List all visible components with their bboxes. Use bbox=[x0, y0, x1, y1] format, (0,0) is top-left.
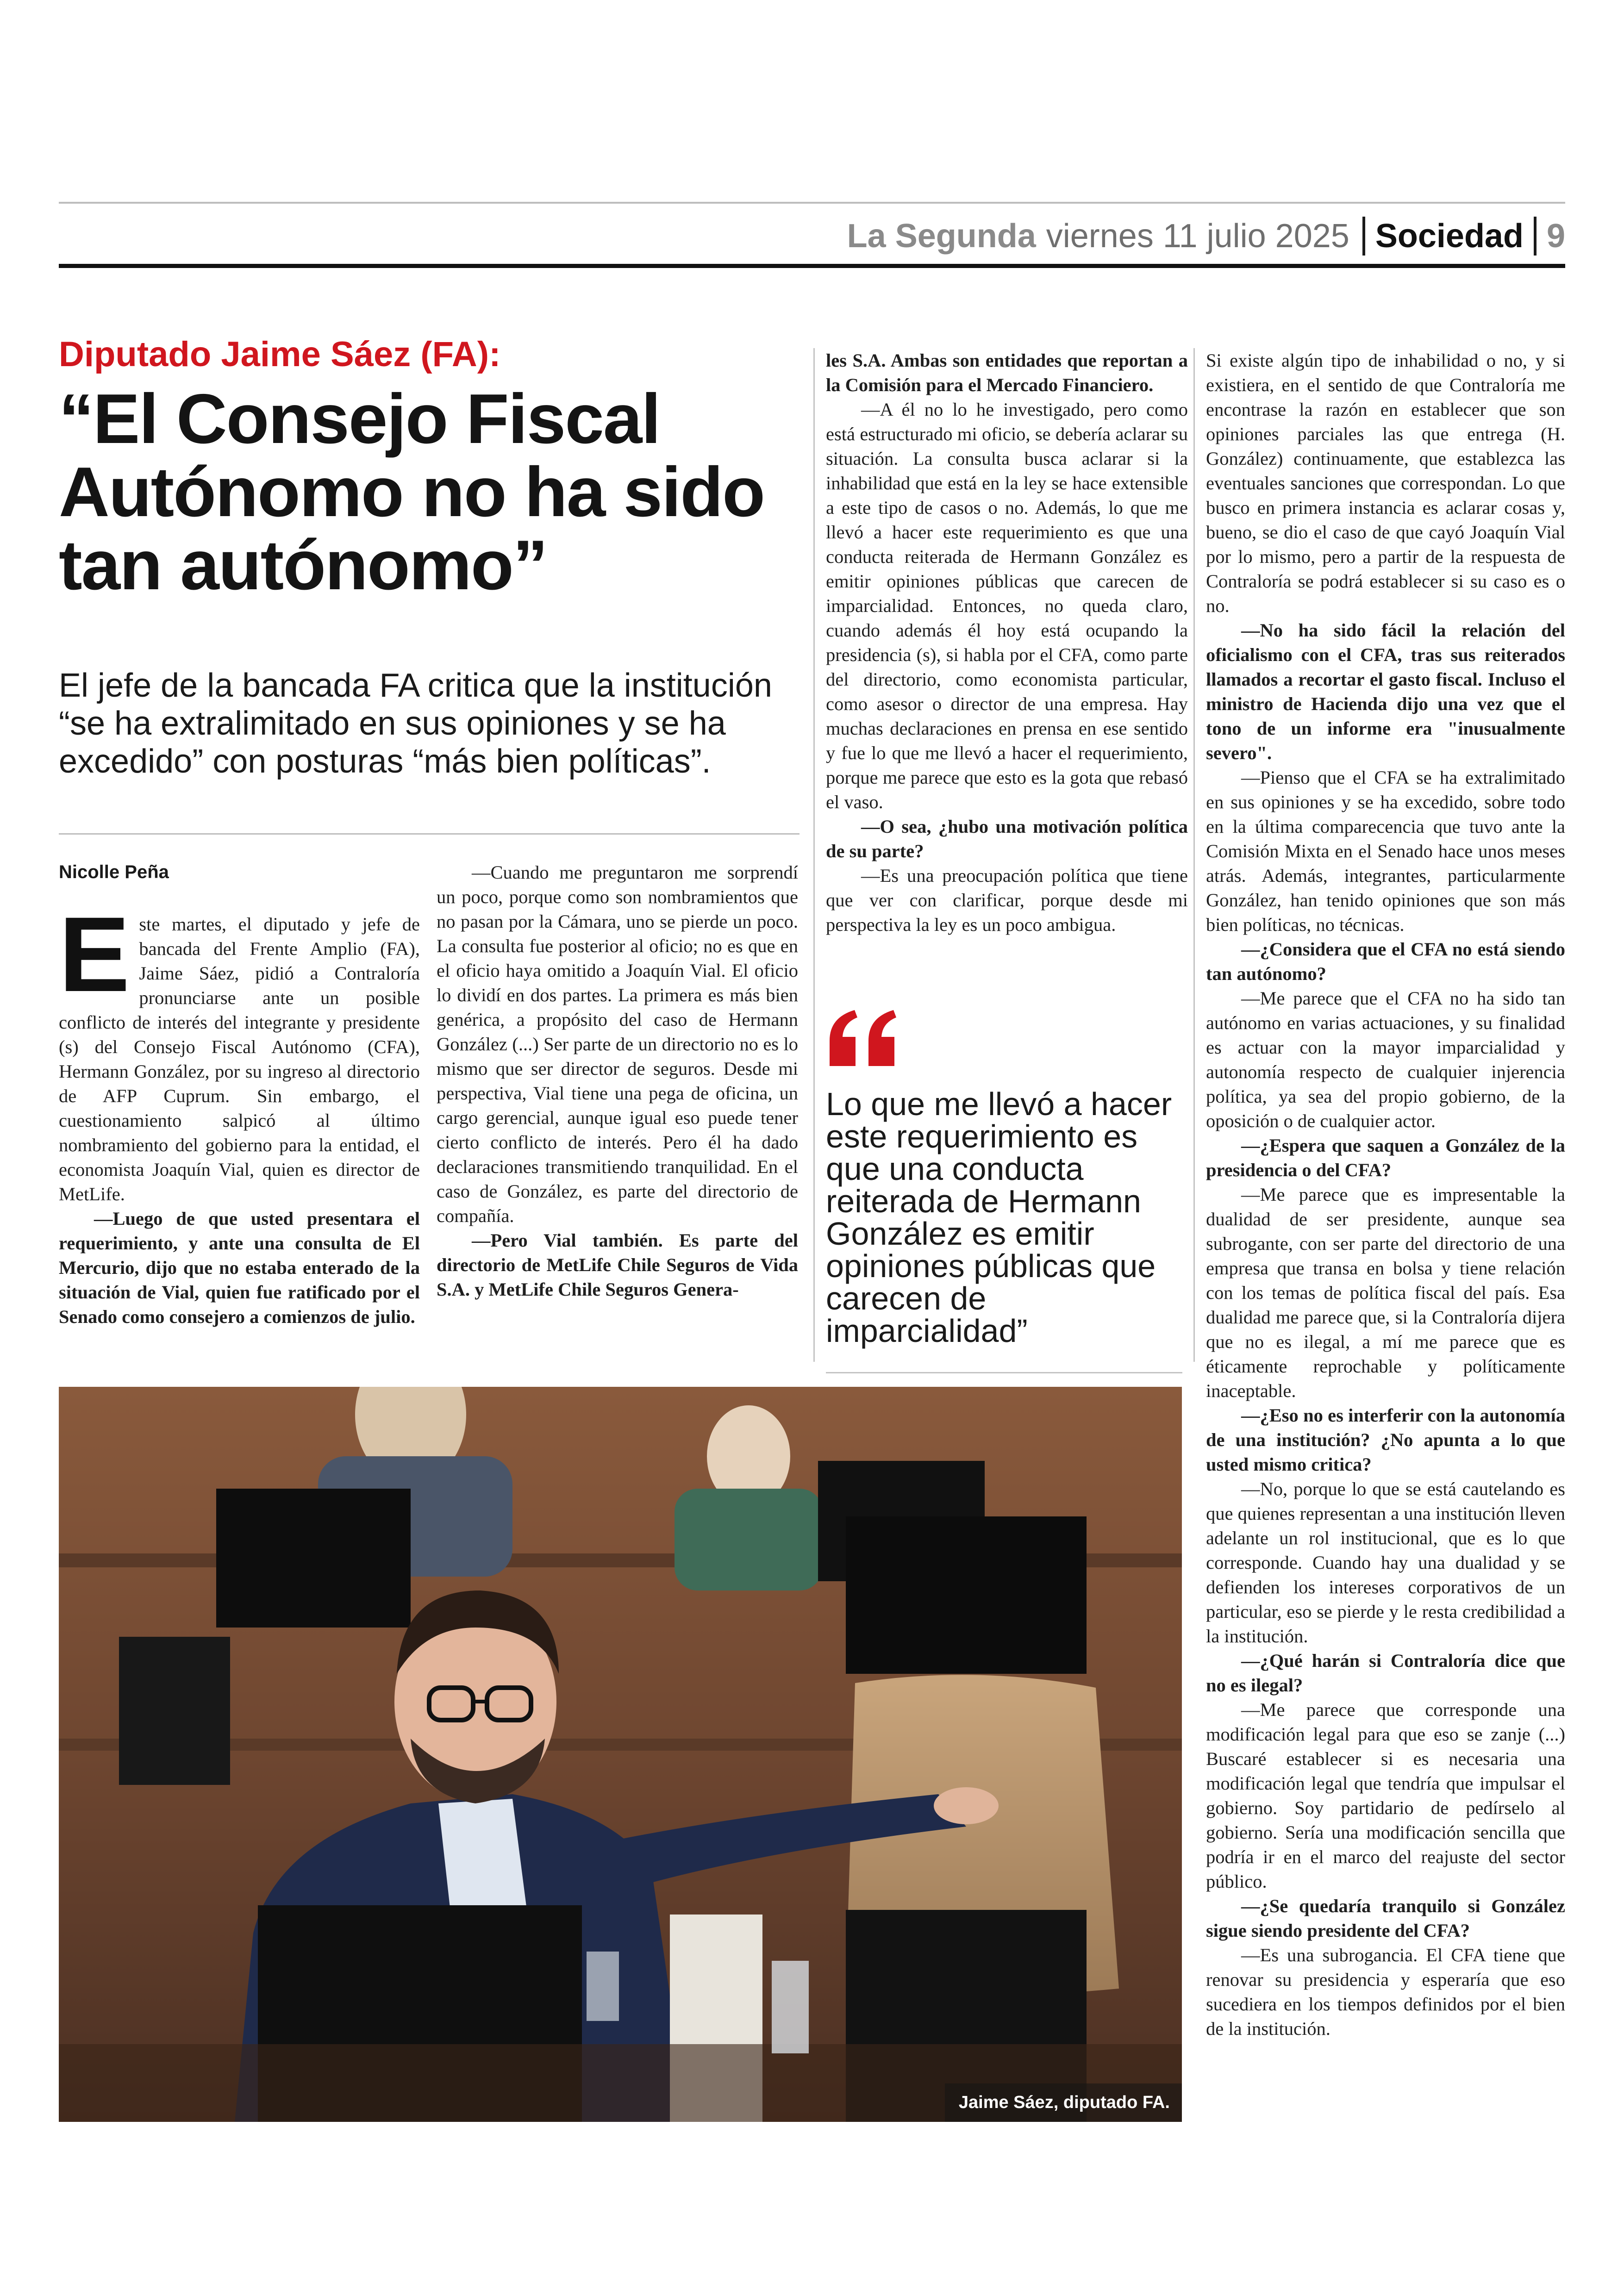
masthead-brand: La Segunda bbox=[847, 218, 1036, 255]
interview-question: —¿Espera que saquen a González de la presidencia o del CFA? bbox=[1206, 1135, 1565, 1180]
masthead-date: viernes 11 julio 2025 bbox=[1046, 218, 1349, 255]
interview-question: —¿Eso no es interferir con la autonomía de una institución? ¿No apunta a lo que usted mismo critica? bbox=[1206, 1405, 1565, 1475]
article-column-3 bbox=[826, 348, 1188, 937]
drop-cap: E bbox=[59, 895, 130, 1014]
interview-answer: —Me parece que el CFA no ha sido tan autónomo en varias actuaciones, y su finalidad es actuar con la mayor imparcialidad y autonomía respecto de cualquier injerencia política, ya sea del propio gobierno, de la oposición o de cualquier actor. bbox=[1206, 988, 1565, 1131]
chamber-photo-illustration bbox=[59, 1387, 1182, 2122]
interview-question: —¿Se quedaría tranquilo si González sigue siendo presidente del CFA? bbox=[1206, 1896, 1565, 1941]
masthead-section: Sociedad bbox=[1375, 218, 1524, 255]
lead-paragraph bbox=[59, 895, 420, 1206]
interview-answer: —Me parece que es impresentable la dualidad de ser presidente, aunque sea subrogante, con ser parte del directorio de una empresa que transa en bolsa y tiene relación con los temas de política fiscal del país. Esa dualidad me parece que, si la Contraloría dijera que no es ilegal, a mí me parece que es éticamente reprochable y políticamente inaceptable. bbox=[1206, 1184, 1565, 1401]
article-deck: El jefe de la bancada FA critica que la institución “se ha extralimitado en sus opiniones y se ha excedido” con posturas “más bien políticas”. bbox=[59, 667, 772, 780]
article-photo bbox=[59, 1387, 1182, 2122]
pull-quote-bottom-rule bbox=[826, 1372, 1182, 1373]
interview-answer: —No, porque lo que se está cautelando es que quienes representan a una institución lleven adelante un rol institucional, que es lo que corresponde. Cuando hay una dualidad y se defienden los intereses corporativos de un particular, eso se pierde y le resta credibilidad a la institución. bbox=[1206, 1478, 1565, 1646]
article-column-2 bbox=[437, 860, 798, 1302]
article-column-4 bbox=[1206, 348, 1565, 2041]
interview-answer: —Pienso que el CFA se ha extralimitado en sus opiniones y se ha excedido, sobre todo en la última comparecencia que tuvo ante la Comisión Mixta en el Senado hace unos meses atrás. Además, integrantes, particularmente González, han tenido opiniones que son más bien políticas, no técnicas. bbox=[1206, 767, 1565, 935]
interview-answer-continued: Si existe algún tipo de inhabilidad o no, y si existiera, en el sentido de que Contraloría me encontrase la razón en establecer que son opiniones parciales las que entrega (H. González) continuamente, que establezca las eventuales sanciones que correspondan. Lo que busco en primera instancia es aclarar cosas y, bueno, se dio el caso de que cayó Joaquín Vial por lo mismo, pero a partir de la respuesta de Contraloría se podrá establecer si su caso es o no. bbox=[1206, 350, 1565, 616]
column-rule bbox=[1193, 348, 1195, 1362]
masthead-bottom-rule bbox=[59, 264, 1565, 268]
interview-answer: —Es una subrogancia. El CFA tiene que renovar su presidencia y esperaría que eso sucediera en los tiempos definidos por el bien de la institución. bbox=[1206, 1945, 1565, 2039]
column-rule bbox=[813, 348, 815, 1362]
deck-divider bbox=[59, 833, 800, 835]
masthead-top-rule bbox=[59, 202, 1565, 204]
interview-question: —¿Qué harán si Contraloría dice que no es ilegal? bbox=[1206, 1650, 1565, 1696]
interview-question: —Pero Vial también. Es parte del directorio de MetLife Chile Seguros de Vida S.A. y MetLife Chile Seguros Genera- bbox=[437, 1230, 798, 1300]
article-kicker: Diputado Jaime Sáez (FA): bbox=[59, 335, 501, 374]
masthead-separator bbox=[1362, 217, 1365, 256]
pull-quote: Lo que me llevó a hacer este requerimiento es que una conducta reiterada de Hermann González es emitir opiniones públicas que carecen de imparcialidad” bbox=[826, 1086, 1172, 1349]
interview-answer: —A él no lo he investigado, pero como está estructurado mi oficio, se debería aclarar su situación. La consulta busca aclarar si la inhabilidad que está en la ley se hace extensible a este tipo de casos o no. Además, lo que me llevó a hacer este requerimiento es que una conducta reiterada de Hermann González es emitir opiniones públicas que carecen de imparcialidad. Entonces, no queda claro, cuando además él hoy está ocupando la presidencia (s), si habla por el CFA, como parte del directorio, como economista particular, como asesor o director de una empresa. Hay muchas declaraciones en prensa en ese sentido y fue lo que me llevó a hacer el requerimiento, porque me parece que esto es la gota que rebasó el vaso. bbox=[826, 399, 1188, 812]
interview-question: —Luego de que usted presentara el requerimiento, y ante una consulta de El Mercurio, dijo que no estaba enterado de la situación de Vial, quien fue ratificado por el Senado como consejero a comienzos de julio. bbox=[59, 1208, 420, 1327]
interview-answer: —Es una preocupación política que tiene que ver con clarificar, porque desde mi perspectiva la ley es un poco ambigua. bbox=[826, 865, 1188, 935]
masthead-separator bbox=[1534, 217, 1537, 256]
interview-question: —¿Considera que el CFA no está siendo tan autónomo? bbox=[1206, 939, 1565, 984]
interview-question-continued: les S.A. Ambas son entidades que reportan a la Comisión para el Mercado Financiero. bbox=[826, 350, 1188, 395]
interview-question: —No ha sido fácil la relación del oficialismo con el CFA, tras sus reiterados llamados a recortar el gasto fiscal. Incluso el ministro de Hacienda dijo una vez que el tono de un informe era "inusualmente severo". bbox=[1206, 620, 1565, 763]
interview-question: —O sea, ¿hubo una motivación política de su parte? bbox=[826, 816, 1188, 861]
red-open-quote-icon bbox=[826, 1008, 900, 1068]
masthead bbox=[59, 208, 1565, 264]
lead-paragraph-text: ste martes, el diputado y jefe de bancada del Frente Amplio (FA), Jaime Sáez, pidió a Contraloría pronunciarse ante un posible conflicto de interés del integrante y presidente (s) del Consejo Fiscal Autónomo (CFA), Hermann González, por su ingreso al directorio de AFP Cuprum. Sin embargo, el cuestionamiento salpicó al último nombramiento del gobierno para la entidad, el economista Joaquín Vial, quien es director de MetLife. bbox=[59, 914, 420, 1204]
interview-answer: —Me parece que corresponde una modificación legal para que eso se zanje (...) Buscaré establecer si es necesaria una modificación legal que tendría que impulsar el gobierno. Soy partidario de pedírselo al gobierno. Sería una modificación sencilla que podría ir en el marco del reajuste del sector público. bbox=[1206, 1699, 1565, 1892]
photo-caption: Jaime Sáez, diputado FA. bbox=[945, 2083, 1182, 2122]
page-number: 9 bbox=[1546, 218, 1565, 255]
article-column-1 bbox=[59, 895, 420, 1329]
article-byline: Nicolle Peña bbox=[59, 862, 169, 882]
article-headline: “El Consejo Fiscal Autónomo no ha sido tan autónomo” bbox=[59, 380, 765, 605]
interview-answer: —Cuando me preguntaron me sorprendí un poco, porque como son nombramientos que no pasan por la Cámara, uno se pierde un poco. La consulta fue posterior al oficio; no es que en el oficio haya omitido a Joaquín Vial. El oficio lo dividí en dos partes. La primera es más bien genérica, a propósito del caso de Hermann González (...) Ser parte de un directorio no es lo mismo que ser director de seguros. Desde mi perspectiva, Vial tiene una pega de oficina, un cargo gerencial, aunque igual eso puede tener cierto conflicto de interés. Pero él ha dado declaraciones transmitiendo tranquilidad. En el caso de González, es parte del directorio de compañía. bbox=[437, 862, 798, 1226]
